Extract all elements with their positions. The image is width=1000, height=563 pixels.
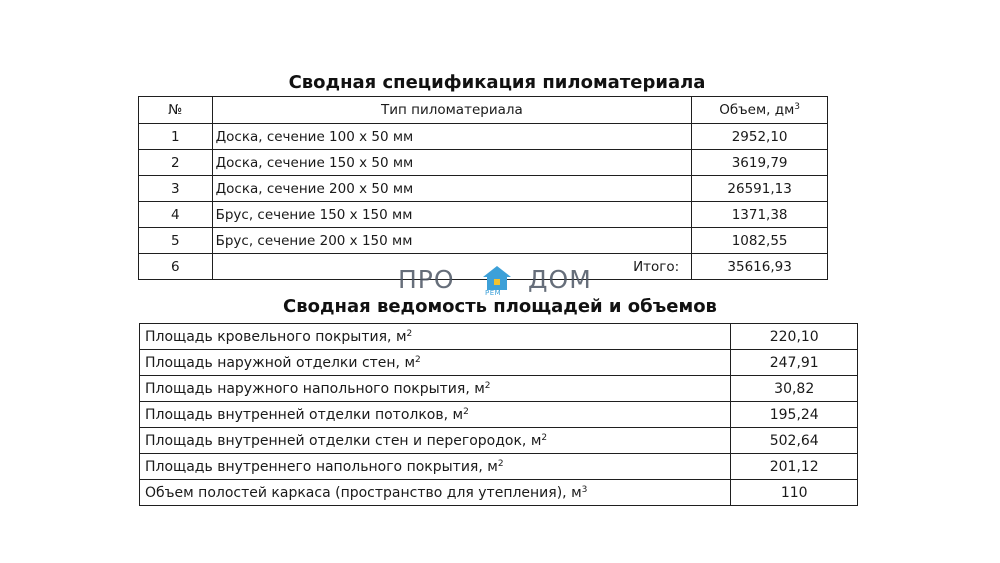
table-row — [140, 402, 858, 428]
table-row — [140, 324, 858, 350]
row-value: 502,64 — [731, 428, 858, 454]
row-num: 4 — [139, 202, 213, 228]
table-row — [139, 124, 828, 150]
table-header-row — [139, 97, 828, 124]
row-type: Доска, сечение 100 х 50 мм — [212, 124, 692, 150]
row-label: Объем полостей каркаса (пространство для утепления), $м^3$ — [140, 480, 731, 506]
total-volume: 35616,93 — [692, 254, 828, 280]
watermark-text-left: ПРО — [398, 265, 455, 294]
row-num: 5 — [139, 228, 213, 254]
row-num: 3 — [139, 176, 213, 202]
row-volume: 26591,13 — [692, 176, 828, 202]
area-summary-table — [139, 323, 858, 506]
area-summary-title: Сводная ведомость площадей и объемов — [283, 296, 717, 317]
table-row — [140, 428, 858, 454]
watermark-text-right: ДОМ — [528, 265, 592, 294]
house-icon — [482, 265, 512, 291]
table-row — [139, 202, 828, 228]
table-row — [139, 150, 828, 176]
row-volume: 2952,10 — [692, 124, 828, 150]
row-value: 201,12 — [731, 454, 858, 480]
row-type: Брус, сечение 150 х 150 мм — [212, 202, 692, 228]
row-value: 30,82 — [731, 376, 858, 402]
row-value: 220,10 — [731, 324, 858, 350]
header-type: Тип пиломатериала — [212, 97, 692, 124]
total-num: 6 — [139, 254, 213, 280]
watermark-logo — [398, 263, 603, 299]
table-row — [140, 480, 858, 506]
table-row — [140, 454, 858, 480]
row-label: Площадь внутреннего напольного покрытия, $м^2$ — [140, 454, 731, 480]
row-value: 247,91 — [731, 350, 858, 376]
row-type: Доска, сечение 200 х 50 мм — [212, 176, 692, 202]
row-volume: 3619,79 — [692, 150, 828, 176]
table-row — [139, 228, 828, 254]
row-label: Площадь внутренней отделки стен и перегородок, $м^2$ — [140, 428, 731, 454]
lumber-spec-table — [138, 96, 828, 280]
header-volume: Объем, $дм^3$ — [692, 97, 828, 124]
row-label: Площадь кровельного покрытия, $м^2$ — [140, 324, 731, 350]
row-value: 110 — [731, 480, 858, 506]
row-volume: 1371,38 — [692, 202, 828, 228]
row-label: Площадь внутренней отделки потолков, $м^2$ — [140, 402, 731, 428]
row-num: 2 — [139, 150, 213, 176]
row-label: Площадь наружного напольного покрытия, $м^2$ — [140, 376, 731, 402]
row-type: Доска, сечение 150 х 50 мм — [212, 150, 692, 176]
header-num: № — [139, 97, 213, 124]
table-row — [140, 350, 858, 376]
table-row — [139, 176, 828, 202]
lumber-spec-title: Сводная спецификация пиломатериала — [288, 72, 706, 93]
row-type: Брус, сечение 200 х 150 мм — [212, 228, 692, 254]
watermark-small-text: РЕМ — [485, 289, 502, 297]
row-volume: 1082,55 — [692, 228, 828, 254]
row-num: 1 — [139, 124, 213, 150]
row-label: Площадь наружной отделки стен, $м^2$ — [140, 350, 731, 376]
table-row — [140, 376, 858, 402]
row-value: 195,24 — [731, 402, 858, 428]
total-label: Итого: — [212, 254, 692, 280]
